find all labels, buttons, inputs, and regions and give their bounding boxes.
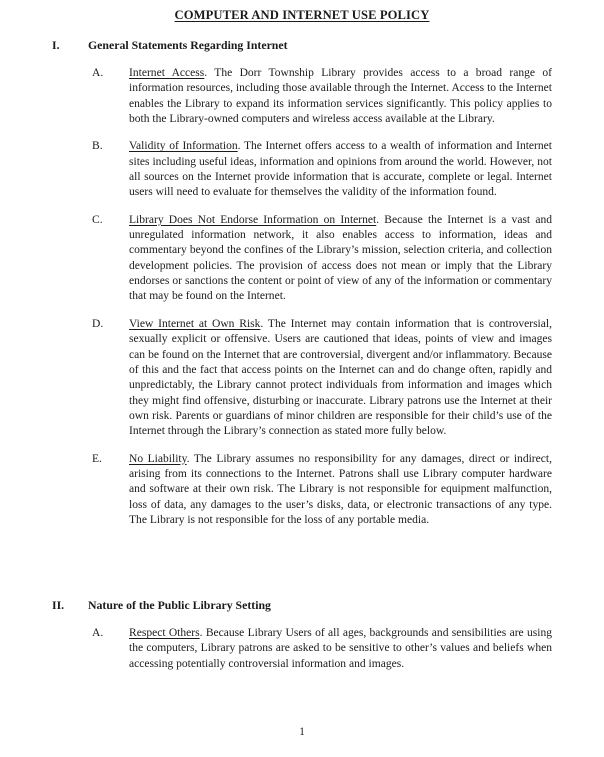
clause-letter: D. [92,317,104,330]
clause-validity-of-information [52,139,552,200]
clause-lead-in: Validity of Information [129,140,238,153]
section-title: Nature of the Public Library Setting [88,598,271,612]
clause-respect-others [52,626,552,672]
clause-lead-in: Library Does Not Endorse Information on Internet [129,213,377,226]
clause-body-text: . Because the Internet is a vast and unregulated information network, it also enables access to information, ideas and commentary beyond the confines of the Library’s mission, selection criteria, and collection development policies. The provision of access does not mean or imply that the Library endorses or sanctions the content or point of view of any of the information or commentary that may be found on the Internet. [129,213,553,303]
page-number: 1 [299,726,305,738]
section-general-statements [52,38,552,528]
section-title: General Statements Regarding Internet [88,38,288,52]
clause-view-internet-at-own-risk [52,317,552,440]
section-nature-of-public-library-setting [52,598,552,672]
document-title-text: COMPUTER AND INTERNET USE POLICY [174,8,430,22]
clause-lead-in: No Liability [129,452,187,465]
clause-library-does-not-endorse [52,213,552,305]
clause-internet-access [52,66,552,127]
section-numeral: II. [52,598,65,612]
clause-lead-in: Respect Others [129,627,200,639]
section-heading [52,598,552,614]
document-title [0,8,604,23]
clause-letter: E. [92,452,102,465]
clause-text [129,452,552,529]
clause-letter: C. [92,213,103,226]
clause-letter: B. [92,140,103,153]
section-heading [52,38,552,54]
clause-text [129,626,552,672]
clause-text [129,66,552,127]
clause-text [129,139,552,200]
clause-lead-in: View Internet at Own Risk [129,317,261,330]
clause-body-text: . Because Library Users of all ages, backgrounds and sensibilities are using the computers, Library patrons are asked to be sensitive to other’s values and beliefs when accessing potentially controversial information and images. [129,627,552,670]
clause-lead-in: Internet Access [129,67,205,79]
clause-text [129,213,552,305]
clause-body-text: . The Library assumes no responsibility for any damages, direct or indirect, arising from its connections to the Internet. Patrons shall use Library computer hardware and software at their own risk. The Library is not responsible for equipment malfunction, loss of data, any damages to the user’s disks, data, or electronic transactions of any type. The Library is not responsible for the loss of any portable media. [129,452,552,526]
section-numeral: I. [52,38,60,52]
clause-text [129,317,552,440]
clause-no-liability [52,452,552,529]
clause-body-text: . The Internet may contain information that is controversial, sexually explicit or offensive. Users are cautioned that ideas, points of view and images can be found on the Internet that are controversial, divergent and/or inflammatory. Because of this and the fact that access points on the Internet can and do change often, rapidly and unpredictably, the Library cannot protect individuals from information and images which they might find offensive, disturbing or inaccurate. Library patrons use the Internet at their own risk. Parents or guardians of minor children are responsible for their child’s use of the Internet through the Library’s connection as stated more fully below. [129,317,552,438]
clause-letter: A. [92,627,104,639]
clause-body-text: . The Internet offers access to a wealth of information and Internet sites including useful ideas, information and opinions from around the world. However, not all sources on the Internet provide information that is accurate, complete or legal. Internet users will need to evaluate for themselves the validity of the information found. [129,140,553,199]
clause-letter: A. [92,67,104,79]
clause-body-text: . The Dorr Township Library provides access to a broad range of information resources, including those available through the Internet. Access to the Internet enables the Library to expand its information services significantly. This policy applies to both the Library-owned computers and wireless access available at the Library. [129,67,552,126]
